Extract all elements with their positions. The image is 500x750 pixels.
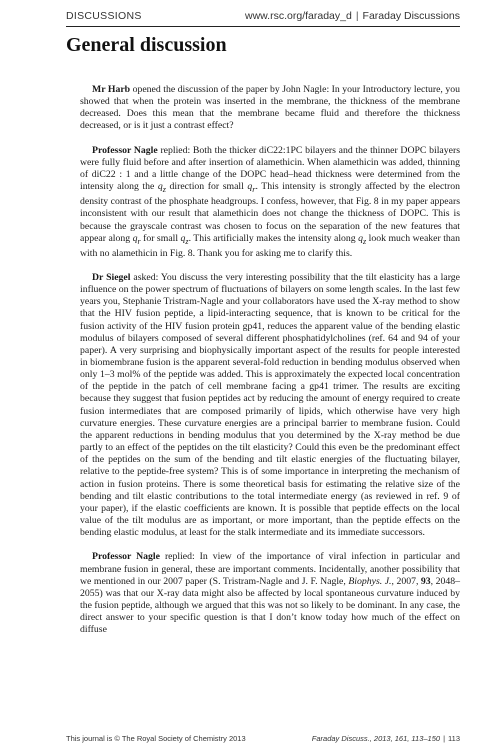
discussion-body <box>80 84 460 648</box>
paragraph-text: replied: In view of the importance of viral infection in particular and membrane fusion in general, these are important comments. Incidentally, another possibility that we mentioned in our 2007 paper (S. Tristram-Nagle and J. F. Nagle, Biophys. J., 2007, 93, 2048–2055) was that our X-ray data might also be affected by local spontaneous curvature induced by the fusion peptide, although we argued that this was not so likely to be dominant. In any case, the direct answer to your specific question is that I don’t know today how much of the effect on diffuse <box>80 551 460 636</box>
page-number: 113 <box>448 734 460 743</box>
footer-separator: | <box>443 734 446 743</box>
section-label: DISCUSSIONS <box>66 10 142 22</box>
journal-name: Faraday Discussions <box>362 10 460 22</box>
journal-url-link[interactable]: www.rsc.org/faraday_d <box>245 10 352 22</box>
paragraph-text: opened the discussion of the paper by John Nagle: In your Introductory lecture, you showed that when the protein was inserted in the membrane, the thickness of the membrane decreased. Does this mean that the membrane became fluid and therefore the thickness decreased, or is it just a contrast effect? <box>80 84 460 132</box>
speaker-name: Professor Nagle <box>92 144 158 156</box>
discussion-paragraph <box>80 145 460 260</box>
speaker-name: Dr Siegel <box>92 271 131 283</box>
header-separator: | <box>355 10 359 22</box>
paragraph-text: asked: You discuss the very interesting possibility that the tilt elasticity has a large influence on the power spectrum of fluctuations of bilayers on some length scales. In the last few years you, Stephanie Tristram-Nagle and your collaborators have used the X-ray method to show that the HIV fusion peptide, a lipid-interacting sequence, that is known to be critical for the fusion activity of the HIV fusion protein gp41, reduces the apparent value of the bending elastic modulus of bilayers composed of several different phosphatidylcholines (ref. 64 and 94 of your paper). A very surprising and biophysically important aspect of the results for people interested in biomembrane fusion is the apparent several-fold reduction in bending modulus observed when only 1–3 mol% of the peptide was added. This is approximately the expected local concentration of the peptide in the patch of cell membrane facing a gp41 trimer. The results are exciting because they suggest that fusion peptides act by reducing the amount of energy required to create fusion intermediates that are composed primarily of lipids, which otherwise have very high curvature energies. These curvature energies are a principal barrier to membrane fusion. Could the apparent reductions in bending modulus that you determined by the X-ray method be due partly to an effect of the peptides on the tilt elasticity? Could this even be the predominant effect of the peptides on the sum of the bending and tilt elastic energies of the fluctuating bilayer, relative to the peptide-free system? This is of some importance in interpreting the mechanism of action in fusion proteins. There is some theoretical basis for estimating the relative size of the bending and tilt elastic contributions to the total intermediate energy (as reviewed in ref. 9 of your paper), if the elastic coefficients are known. It is possible that peptide effects on the local value of the tilt modulus are as important, or more important, than the peptide effects on the bending elastic modulus, at least for the stalk intermediate and its immediate successors. <box>80 271 460 539</box>
discussion-paragraph <box>80 551 460 636</box>
copyright-notice: This journal is © The Royal Society of Chemistry 2013 <box>66 734 246 743</box>
paragraph-text: replied: Both the thicker diC22:1PC bilayers and the thinner DOPC bilayers were fully fluid before and after insertion of alamethicin. When alamethicin was added, thinning of diC22 : 1 and a little change of the DOPC head–head thickness were determined from the intensity along the $q_z$ direction for small $q_r$. This intensity is strongly affected by the electron density contrast of the phosphate headgroups. I confess, however, that Fig. 8 in my paper appears inconsistent with our result that alamethicin does not change the thickness of DOPC. This is because the grayscale contrast was chosen to focus on the separation of the new features that appear along $q_r$ for small $q_z$. This artificially makes the intensity along $q_z$ look much weaker than with no alamethicin in Fig. 8. Thank you for asking me to clarify this. <box>80 144 461 259</box>
running-header <box>66 8 460 27</box>
discussion-paragraph <box>80 84 460 133</box>
page-title: General discussion <box>66 34 227 56</box>
header-right <box>245 10 460 22</box>
journal-citation: Faraday Discuss., 2013, 161, 113–150 <box>311 734 441 743</box>
page-footer <box>66 734 460 743</box>
footer-right <box>312 734 460 743</box>
discussion-paragraph <box>80 272 460 539</box>
speaker-name: Mr Harb <box>92 84 131 95</box>
speaker-name: Professor Nagle <box>92 551 160 563</box>
